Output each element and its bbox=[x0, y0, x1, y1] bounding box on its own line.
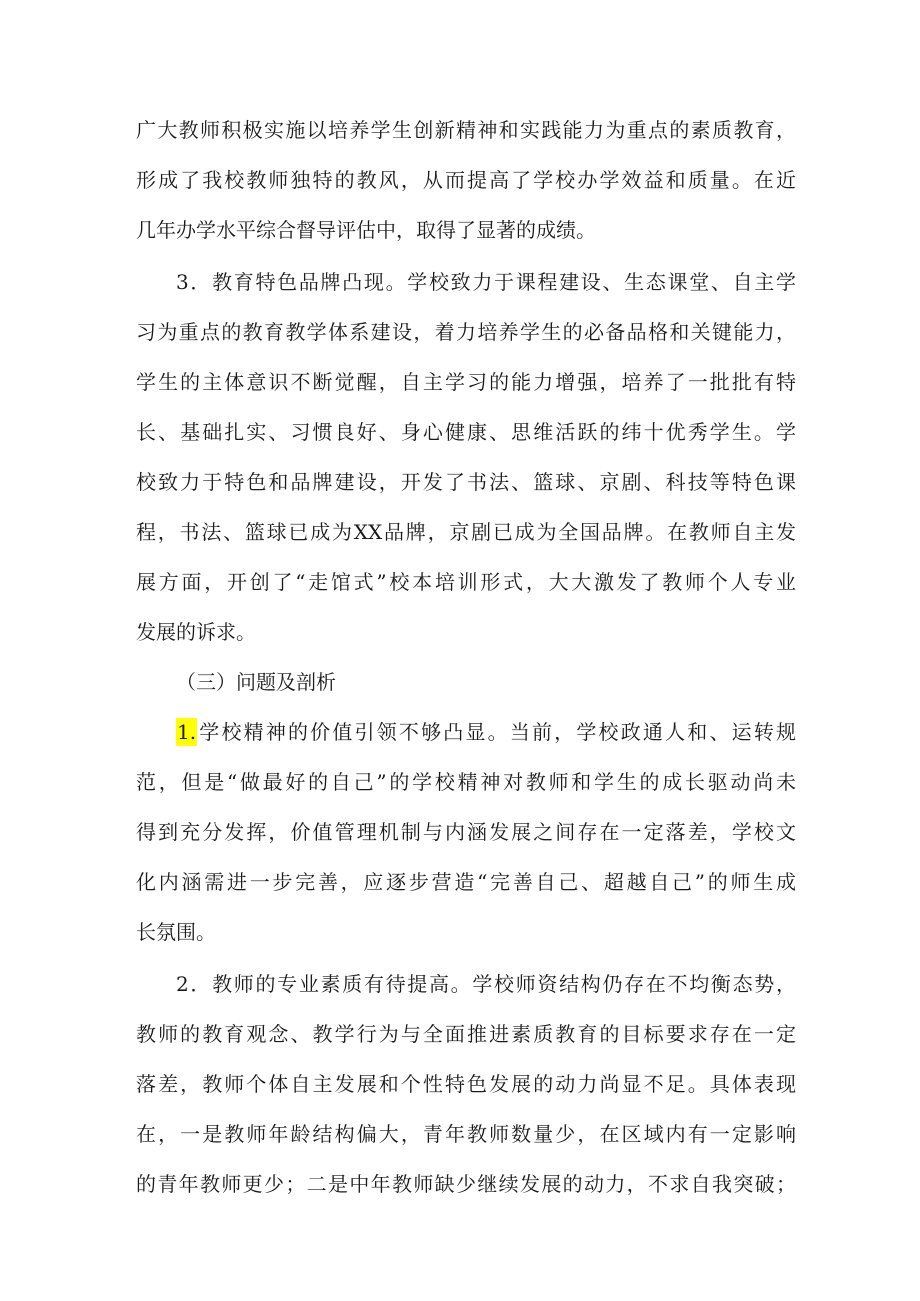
paragraph-1-line-2: 形成了我校教师独特的教风，从而提高了学校办学效益和质量。在近 bbox=[136, 168, 796, 192]
paragraph-4-line-2: 教师的教育观念、教学行为与全面推进素质教育的目标要求存在一定 bbox=[136, 1022, 796, 1046]
paragraph-3-line-4: 化内涵需进一步完善，应逐步营造“完善自己、超越自己”的师生成 bbox=[136, 870, 796, 894]
paragraph-2-line-6: 程，书法、篮球已成为XX品牌，京剧已成为全国品牌。在教师自主发 bbox=[136, 520, 796, 544]
paragraph-4-line-1: 2．教师的专业素质有待提高。学校师资结构仍存在不均衡态势， bbox=[176, 972, 796, 996]
paragraph-4-line-4: 在，一是教师年龄结构偏大，青年教师数量少，在区域内有一定影响 bbox=[136, 1122, 796, 1146]
paragraph-3-line-3: 得到充分发挥，价值管理机制与内涵发展之间存在一定落差，学校文 bbox=[136, 820, 796, 844]
paragraph-3-line-1-text: 学校精神的价值引领不够凸显。当前，学校政通人和、运转规 bbox=[197, 720, 796, 744]
paragraph-1-line-1: 广大教师积极实施以培养学生创新精神和实践能力为重点的素质教育， bbox=[136, 118, 796, 142]
paragraph-2-line-1: 3．教育特色品牌凸现。学校致力于课程建设、生态课堂、自主学 bbox=[176, 270, 796, 294]
paragraph-2-line-2: 习为重点的教育教学体系建设，着力培养学生的必备品格和关键能力， bbox=[136, 320, 796, 344]
paragraph-2-line-4: 长、基础扎实、习惯良好、身心健康、思维活跃的纬十优秀学生。学 bbox=[136, 420, 796, 444]
paragraph-2-line-5: 校致力于特色和品牌建设，开发了书法、篮球、京剧、科技等特色课 bbox=[136, 470, 796, 494]
paragraph-4-line-5: 的青年教师更少；二是中年教师缺少继续发展的动力，不求自我突破； bbox=[136, 1172, 796, 1196]
paragraph-1-line-3: 几年办学水平综合督导评估中，取得了显著的成绩。 bbox=[136, 218, 596, 242]
paragraph-4-line-3: 落差，教师个体自主发展和个性特色发展的动力尚显不足。具体表现 bbox=[136, 1072, 796, 1096]
paragraph-2-line-7: 展方面，开创了“走馆式”校本培训形式，大大激发了教师个人专业 bbox=[136, 570, 796, 594]
paragraph-2-line-8: 发展的诉求。 bbox=[136, 620, 256, 644]
paragraph-3-line-2: 范，但是“做最好的自己”的学校精神对教师和学生的成长驱动尚未 bbox=[136, 770, 796, 794]
paragraph-3-line-5: 长氛围。 bbox=[136, 920, 216, 944]
section-heading: （三）问题及剖析 bbox=[176, 670, 336, 694]
paragraph-2-line-3: 学生的主体意识不断觉醒，自主学习的能力增强，培养了一批批有特 bbox=[136, 370, 796, 394]
highlighted-list-marker: 1. bbox=[177, 720, 197, 744]
paragraph-3-line-1 bbox=[176, 718, 796, 746]
